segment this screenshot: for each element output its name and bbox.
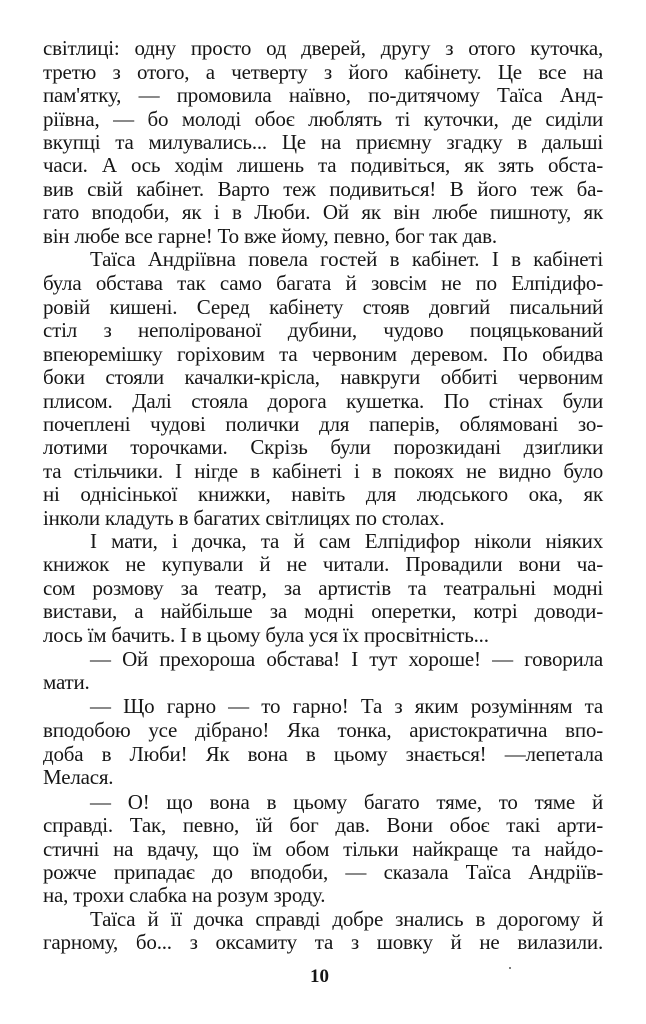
text-line: гато вподоби, як і в Люби. Ой як він любе пишноту, як: [43, 200, 603, 224]
paragraph-first-line: — О! що вона в цьому багато тяме, то тяме й: [90, 790, 603, 814]
text-line: пам'ятку, — промовила наївно, по-дитячому Таїса Анд-: [43, 83, 603, 107]
text-line: третю з отого, а четверту з його кабінету. Це все на: [43, 60, 603, 84]
paragraph-first-line: Таїса Андріївна повела гостей в кабінет. І в кабінеті: [90, 247, 603, 271]
text-line: на, трохи слабка на розум зроду.: [43, 883, 326, 907]
text-line: почеплені чудові полички для паперів, облямовані зо-: [43, 412, 603, 436]
text-line: ріївна, — бо молоді обоє люблять ті куточки, де сиділи: [43, 107, 603, 131]
text-line: вподобою усе дібрано! Яка тонка, аристократична впо-: [43, 718, 603, 742]
text-line: стичні на вдачу, що їм обом тільки найкраще та найдо-: [43, 837, 603, 861]
text-line: вистави, а найбільше за модні оперетки, котрі доводи-: [43, 599, 603, 623]
text-line: ровій кишені. Серед кабінету стояв довгий писальний: [43, 295, 603, 319]
paragraph-first-line: — Ой прехороша обстава! І тут хороше! — говорила: [90, 647, 603, 671]
text-line: часи. А ось ходім лишень та подивіться, як зять обста-: [43, 153, 603, 177]
print-speck: [509, 967, 511, 969]
text-line: боки стояли качалки-крісла, навкруги оббиті червоним: [43, 365, 603, 389]
text-line: інколи кладуть в багатих світлицях по столах.: [43, 506, 445, 530]
text-line: світлиці: одну просто од дверей, другу з отого куточка,: [43, 36, 603, 60]
text-line: вив свій кабінет. Варто теж подивиться! В його теж ба-: [43, 177, 603, 201]
paragraph-first-line: Таїса й її дочка справді добре знались в дорогому й: [90, 907, 603, 931]
text-line: плисом. Далі стояла дорога кушетка. По стінах були: [43, 389, 603, 413]
page-number: 10: [310, 966, 329, 987]
text-line: ні однісінької книжки, навіть для людського ока, як: [43, 482, 603, 506]
paragraph-first-line: — Що гарно — то гарно! Та з яким розумінням та: [90, 694, 603, 718]
text-line: він любе все гарне! То вже йому, певно, бог так дав.: [43, 224, 497, 248]
text-line: рожче припадає до вподоби, — сказала Таїса Андріїв-: [43, 860, 603, 884]
text-line: мати.: [43, 670, 90, 694]
text-line: книжок не купували й не читали. Провадили вони ча-: [43, 552, 603, 576]
text-line: справді. Так, певно, їй бог дав. Вони обоє такі арти-: [43, 813, 603, 837]
text-line: була обстава так само багата й зовсім не по Елпідифо-: [43, 271, 603, 295]
text-line: доба в Люби! Як вона в цьому знається! —лепетала: [43, 742, 603, 766]
text-line: лось їм бачить. І в цьому була уся їх просвітність...: [43, 623, 489, 647]
text-line: Мелася.: [43, 765, 114, 789]
text-line: та стільчики. І нігде в кабінеті і в покоях не видно було: [43, 459, 603, 483]
text-line: лотими торочками. Скрізь були порозкидані дзиґлики: [43, 435, 603, 459]
text-line: сом розмову за театр, за артистів та театральні модні: [43, 576, 603, 600]
text-line: стіл з неполірованої дубини, чудово поцяцькований: [43, 318, 603, 342]
paragraph-first-line: І мати, і дочка, та й сам Елпідифор ніколи ніяких: [90, 529, 603, 553]
text-line: впеюремішку горіховим та червоним деревом. По обидва: [43, 342, 603, 366]
text-line: вкупці та милувались... Це на приємну згадку в дальші: [43, 130, 603, 154]
text-line: гарному, бо... з оксамиту та з шовку й не вилазили.: [43, 930, 603, 954]
